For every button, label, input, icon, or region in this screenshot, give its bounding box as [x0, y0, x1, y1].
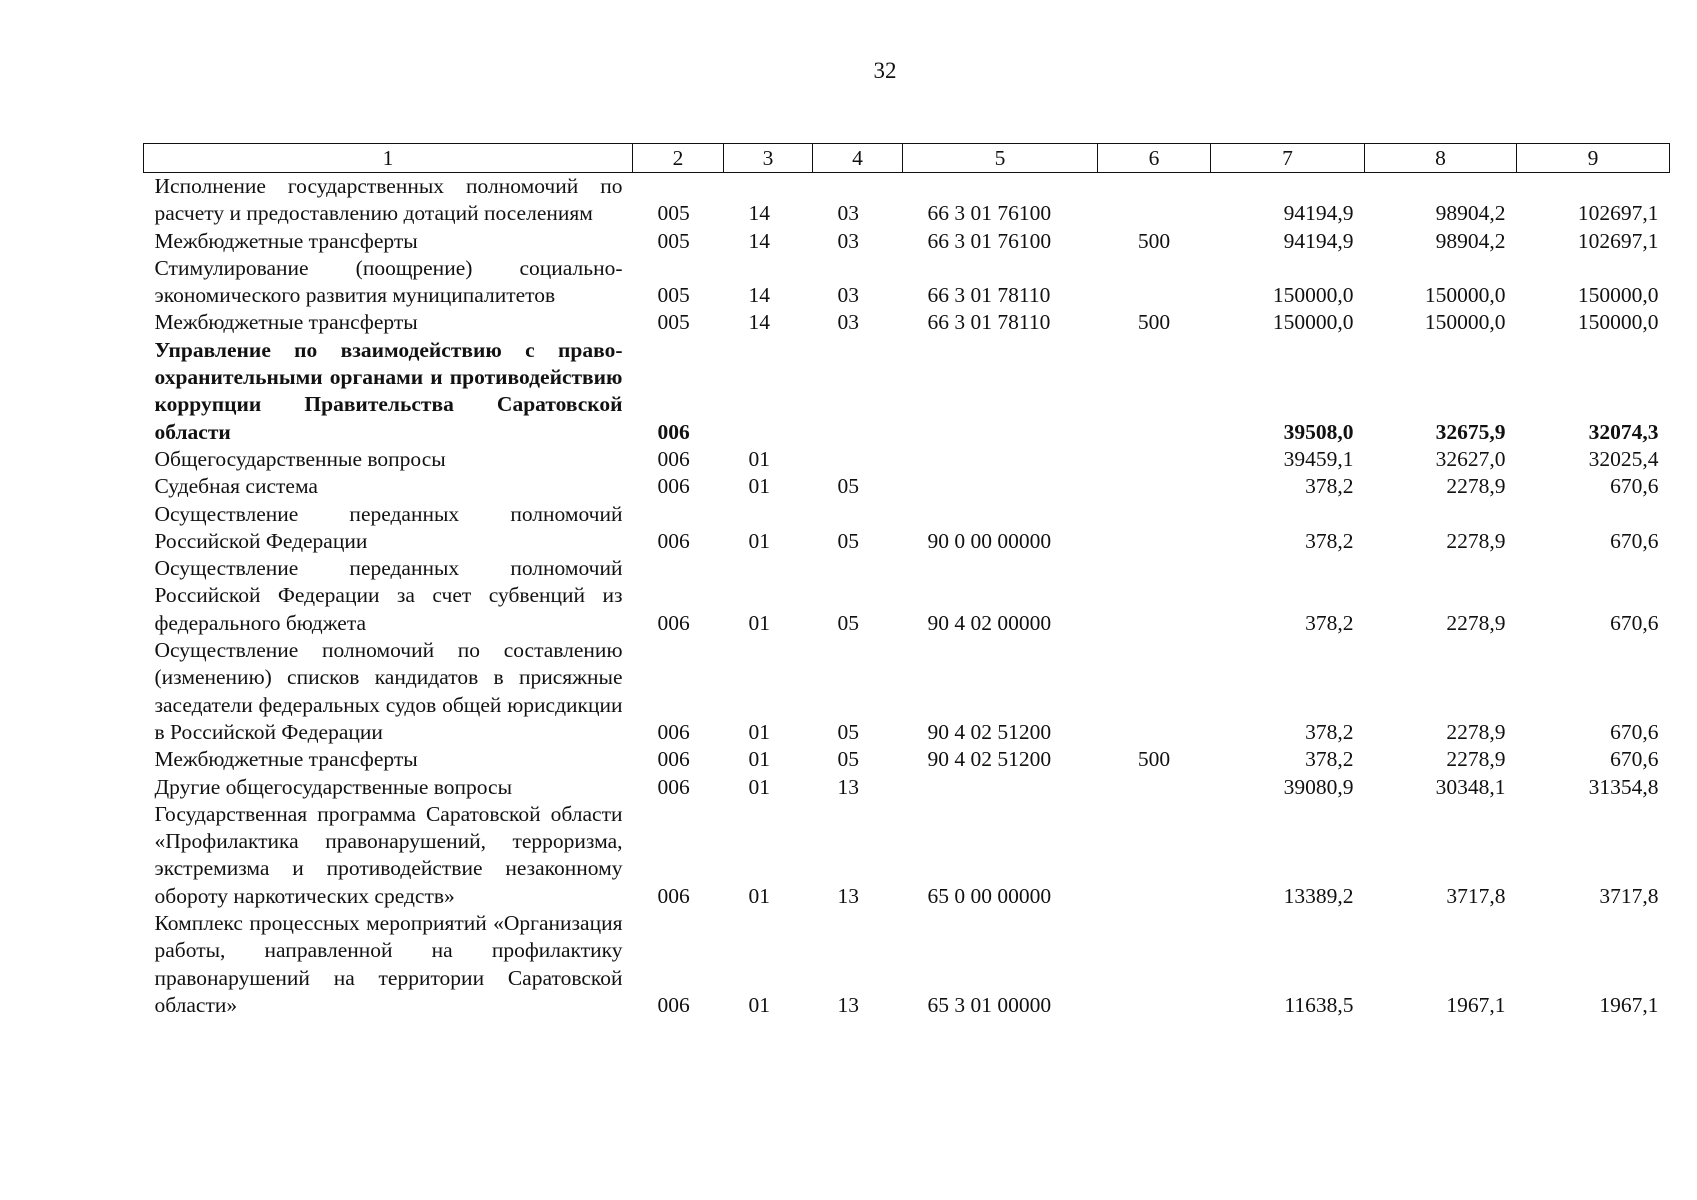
cell-ministry-code: 005 [657, 228, 690, 253]
cell-section: 01 [748, 474, 770, 499]
cell-amount-year2: 150000,0 [1424, 283, 1506, 308]
cell-ministry-code: 006 [657, 992, 690, 1017]
cell-section: 01 [748, 774, 770, 799]
cell-amount-year1: 39508,0 [1283, 419, 1354, 444]
cell-target-article: 66 3 01 76100 [927, 201, 1052, 226]
cell-name: Осуществление переданных полномочий Российской Федерации за счет субвенций из федерального бюджета [154, 556, 623, 635]
cell-subsection: 05 [837, 719, 859, 744]
cell-amount-year2: 2278,9 [1446, 747, 1506, 772]
cell-target-article: 65 0 00 00000 [927, 883, 1052, 908]
header-col-8: 8 [1365, 144, 1517, 173]
cell-amount-year1: 150000,0 [1272, 283, 1354, 308]
table-row [144, 637, 1670, 746]
cell-name: Комплекс процессных мероприятий «Организация работы, направленной на профилактику правонарушений на территории Саратовской области» [154, 911, 623, 1017]
cell-expense-type [1098, 555, 1211, 637]
cell-amount-year1: 150000,0 [1272, 310, 1354, 335]
cell-amount-year2: 2278,9 [1446, 719, 1506, 744]
cell-amount-year1: 378,2 [1305, 747, 1354, 772]
cell-amount-year2: 30348,1 [1435, 774, 1506, 799]
cell-expense-type [1098, 446, 1211, 473]
table-body [144, 173, 1670, 1020]
table-row [144, 801, 1670, 910]
cell-section: 01 [748, 747, 770, 772]
cell-amount-year1: 11638,5 [1284, 992, 1354, 1017]
cell-expense-type [1098, 774, 1211, 801]
cell-amount-year1: 378,2 [1305, 610, 1354, 635]
cell-amount-year3: 3717,8 [1599, 883, 1659, 908]
cell-expense-type [1098, 801, 1211, 910]
cell-amount-year2: 32627,0 [1435, 446, 1506, 471]
cell-expense-type: 500 [1137, 747, 1171, 772]
cell-amount-year3: 670,6 [1610, 719, 1659, 744]
cell-section: 01 [748, 446, 770, 471]
cell-name: Другие общегосударственные вопросы [154, 774, 513, 799]
cell-amount-year2: 150000,0 [1424, 310, 1506, 335]
cell-section: 01 [748, 883, 770, 908]
table-row [144, 228, 1670, 255]
cell-subsection: 03 [837, 310, 859, 335]
cell-amount-year3: 670,6 [1610, 528, 1659, 553]
cell-amount-year2: 98904,2 [1435, 201, 1506, 226]
cell-ministry-code: 006 [657, 419, 690, 444]
cell-expense-type [1098, 173, 1211, 228]
cell-subsection [813, 337, 903, 446]
header-row [144, 144, 1670, 173]
page-number: 32 [873, 58, 897, 83]
cell-subsection: 05 [837, 747, 859, 772]
cell-amount-year3: 670,6 [1610, 610, 1659, 635]
cell-target-article: 90 4 02 00000 [927, 610, 1052, 635]
cell-ministry-code: 005 [657, 310, 690, 335]
cell-target-article [903, 473, 1098, 500]
table-row [144, 309, 1670, 336]
cell-subsection: 13 [837, 774, 859, 799]
cell-amount-year3: 670,6 [1610, 474, 1659, 499]
cell-section: 14 [748, 228, 770, 253]
cell-amount-year2: 2278,9 [1446, 528, 1506, 553]
cell-section: 14 [748, 201, 770, 226]
header-col-3: 3 [724, 144, 813, 173]
cell-amount-year2: 1967,1 [1446, 992, 1506, 1017]
table-row [144, 555, 1670, 637]
cell-section: 01 [748, 992, 770, 1017]
cell-amount-year3: 32025,4 [1588, 446, 1659, 471]
cell-amount-year2: 32675,9 [1435, 419, 1506, 444]
cell-expense-type [1098, 337, 1211, 446]
cell-amount-year1: 378,2 [1305, 719, 1354, 744]
cell-amount-year2: 3717,8 [1446, 883, 1506, 908]
cell-target-article: 90 4 02 51200 [927, 719, 1052, 744]
cell-expense-type: 500 [1137, 228, 1171, 253]
cell-amount-year3: 150000,0 [1577, 283, 1659, 308]
cell-ministry-code: 006 [657, 446, 690, 471]
header-col-4: 4 [813, 144, 903, 173]
cell-expense-type [1098, 255, 1211, 310]
cell-name: Стимулирование (поощрение) социально-экономического развития муниципалитетов [154, 255, 623, 308]
cell-amount-year3: 150000,0 [1577, 310, 1659, 335]
cell-amount-year2: 98904,2 [1435, 228, 1506, 253]
header-col-2: 2 [633, 144, 724, 173]
cell-name: Осуществление переданных полномочий Российской Федерации [154, 501, 623, 553]
cell-amount-year2: 2278,9 [1446, 474, 1506, 499]
cell-target-article: 90 4 02 51200 [927, 747, 1052, 772]
cell-ministry-code: 005 [657, 283, 690, 308]
cell-amount-year3: 670,6 [1610, 747, 1659, 772]
header-col-6: 6 [1098, 144, 1211, 173]
cell-expense-type [1098, 473, 1211, 500]
cell-section: 14 [748, 283, 770, 308]
table-row [144, 501, 1670, 556]
cell-subsection: 03 [837, 283, 859, 308]
cell-amount-year3: 1967,1 [1599, 992, 1659, 1017]
cell-target-article: 66 3 01 76100 [927, 228, 1052, 253]
cell-amount-year2: 2278,9 [1446, 610, 1506, 635]
cell-target-article [903, 774, 1098, 801]
cell-target-article [903, 446, 1098, 473]
cell-target-article [903, 337, 1098, 446]
header-col-7: 7 [1211, 144, 1365, 173]
cell-ministry-code: 006 [657, 610, 690, 635]
cell-ministry-code: 005 [657, 201, 690, 226]
cell-name: Исполнение государственных полномочий по расчету и предоставлению дотаций поселениям [154, 174, 623, 226]
cell-amount-year1: 94194,9 [1283, 228, 1354, 253]
cell-amount-year1: 378,2 [1305, 528, 1354, 553]
cell-subsection: 05 [837, 610, 859, 635]
cell-name: Общегосударственные вопросы [154, 446, 446, 471]
cell-subsection: 05 [837, 474, 859, 499]
cell-target-article: 66 3 01 78110 [927, 283, 1051, 308]
cell-name: Межбюджетные трансферты [154, 228, 418, 253]
cell-subsection: 05 [837, 528, 859, 553]
cell-expense-type [1098, 501, 1211, 556]
table-row [144, 910, 1670, 1019]
cell-subsection: 03 [837, 201, 859, 226]
cell-section: 01 [748, 719, 770, 744]
cell-subsection: 13 [837, 992, 859, 1017]
cell-amount-year1: 378,2 [1305, 474, 1354, 499]
header-col-9: 9 [1517, 144, 1670, 173]
cell-amount-year1: 13389,2 [1283, 883, 1354, 908]
cell-name: Государственная программа Саратовской области «Профилактика правонарушений, терроризма, экстремизма и противодействие незаконному обороту наркотических средств» [154, 801, 623, 908]
cell-ministry-code: 006 [657, 474, 690, 499]
cell-ministry-code: 006 [657, 747, 690, 772]
cell-ministry-code: 006 [657, 528, 690, 553]
table-row [144, 473, 1670, 500]
cell-amount-year1: 94194,9 [1283, 201, 1354, 226]
cell-amount-year3: 102697,1 [1577, 201, 1659, 226]
table-row [144, 337, 1670, 446]
cell-expense-type [1098, 910, 1211, 1019]
table-row [144, 446, 1670, 473]
cell-amount-year3: 32074,3 [1588, 419, 1659, 444]
cell-name: Управление по взаимодействию с правоохранительными органами и противодействию коррупции Правительства Саратовской области [154, 337, 623, 444]
cell-name: Судебная система [154, 474, 318, 499]
cell-expense-type: 500 [1137, 310, 1171, 335]
cell-name: Межбюджетные трансферты [154, 747, 418, 772]
cell-amount-year1: 39080,9 [1283, 774, 1354, 799]
cell-amount-year1: 39459,1 [1283, 446, 1354, 471]
cell-section: 14 [748, 310, 770, 335]
cell-subsection: 13 [837, 883, 859, 908]
cell-target-article: 66 3 01 78110 [927, 310, 1051, 335]
cell-target-article: 90 0 00 00000 [927, 528, 1052, 553]
budget-table [143, 143, 1670, 1019]
header-col-1: 1 [144, 144, 633, 173]
table-row [144, 774, 1670, 801]
cell-section [724, 337, 813, 446]
table-row [144, 173, 1670, 228]
table-row [144, 255, 1670, 310]
cell-amount-year3: 31354,8 [1588, 774, 1659, 799]
cell-name: Межбюджетные трансферты [154, 310, 418, 335]
cell-ministry-code: 006 [657, 883, 690, 908]
cell-section: 01 [748, 610, 770, 635]
table-row [144, 746, 1670, 773]
cell-target-article: 65 3 01 00000 [927, 992, 1052, 1017]
cell-ministry-code: 006 [657, 774, 690, 799]
table-header [144, 144, 1670, 173]
cell-name: Осуществление полномочий по составлению (изменению) списков кандидатов в присяжные заседатели федеральных судов общей юрисдикции в Российской Федерации [154, 638, 623, 744]
cell-expense-type [1098, 637, 1211, 746]
cell-subsection [813, 446, 903, 473]
cell-amount-year3: 102697,1 [1577, 228, 1659, 253]
header-col-5: 5 [903, 144, 1098, 173]
cell-section: 01 [748, 528, 770, 553]
cell-subsection: 03 [837, 228, 859, 253]
cell-ministry-code: 006 [657, 719, 690, 744]
